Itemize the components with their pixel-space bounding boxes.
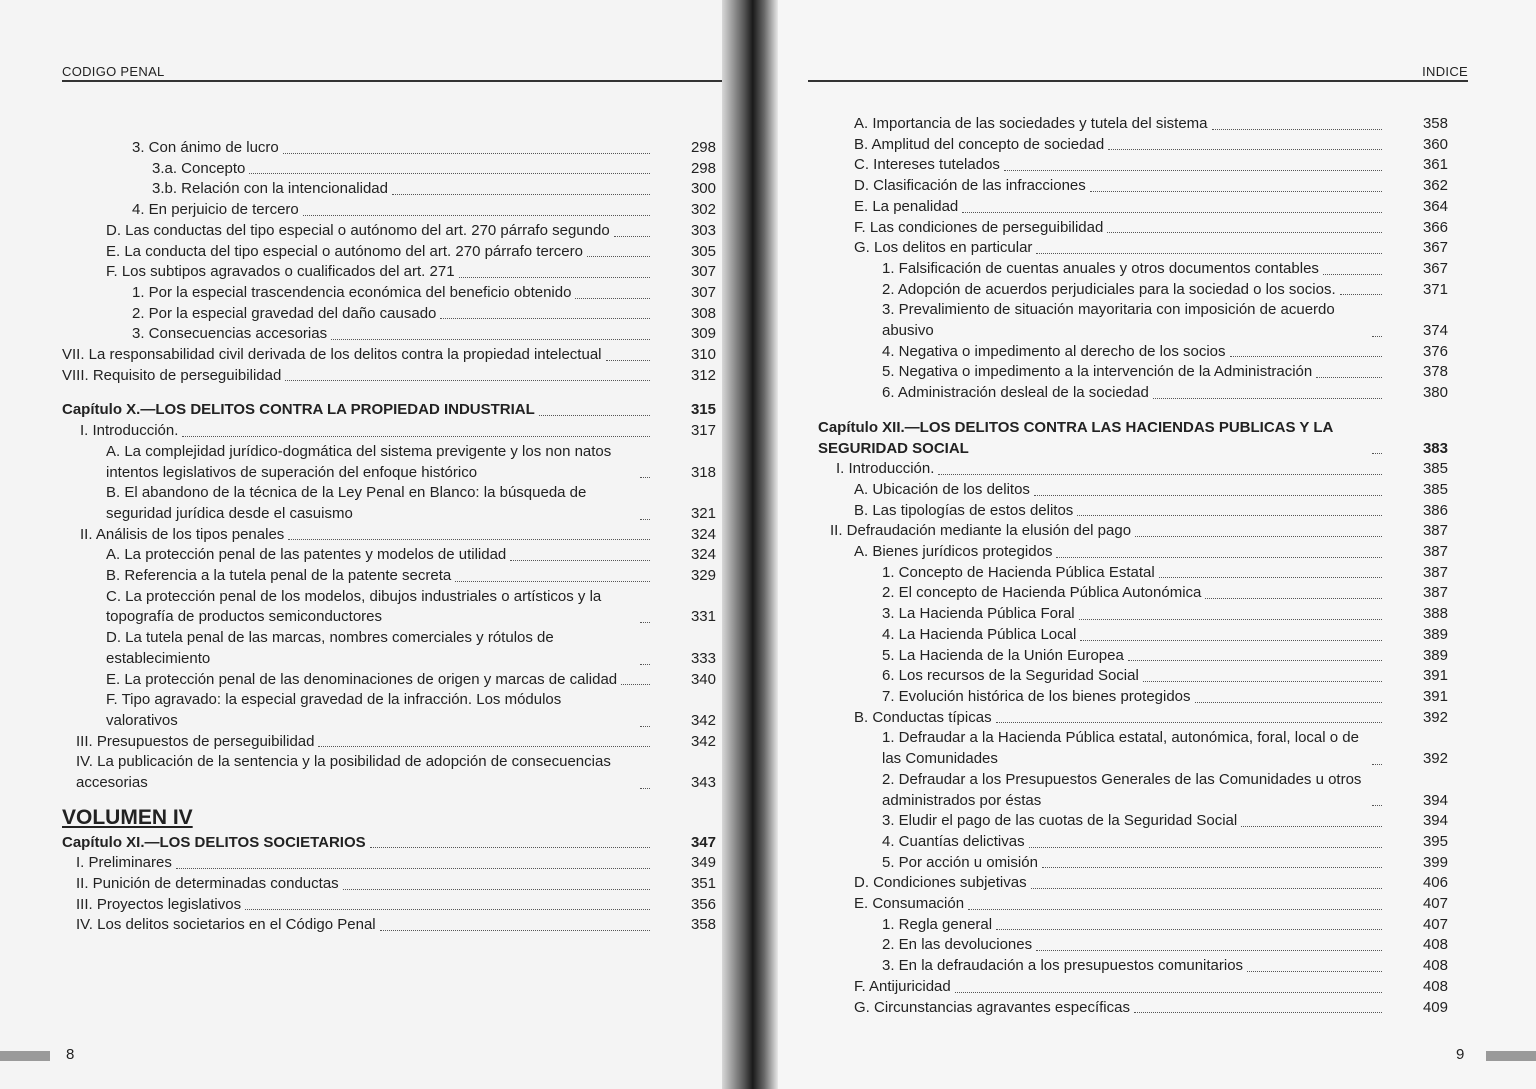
toc-entry: [62, 545, 716, 566]
toc-page-number: 387: [1422, 543, 1448, 561]
toc-entry-title: F. Las condiciones de perseguibilidad: [854, 218, 1104, 236]
toc-entry: [62, 304, 716, 325]
toc-page-number: 340: [690, 670, 716, 688]
page-number-left: 8: [66, 1046, 75, 1063]
dot-leader: [1090, 191, 1382, 192]
toc-entry: [770, 563, 1448, 584]
toc-entry-title: I. Preliminares: [76, 854, 172, 872]
toc-entry: [770, 259, 1448, 280]
toc-page-number: 358: [1422, 115, 1448, 132]
toc-entry: [62, 442, 716, 483]
toc-entry-title: 4. Negativa o impedimento al derecho de los socios: [882, 342, 1226, 360]
toc-entry: [62, 483, 716, 524]
toc-page-number: 302: [690, 201, 716, 219]
toc-entry: [770, 238, 1448, 259]
dot-leader: [510, 560, 650, 561]
toc-page-number: 367: [1422, 259, 1448, 277]
dot-leader: [1036, 950, 1382, 951]
toc-page-number: 342: [690, 732, 716, 750]
toc-entry-title: A. Ubicación de los delitos: [854, 480, 1030, 498]
dot-leader: [1080, 640, 1382, 641]
toc-entry-title: 1. Falsificación de cuentas anuales y otros documentos contables: [882, 259, 1319, 277]
dot-leader: [1323, 274, 1382, 275]
dot-leader: [640, 726, 650, 727]
toc-entry-title: I. Introducción.: [80, 422, 179, 440]
toc-page-number: 347: [690, 833, 716, 851]
toc-entry: [770, 176, 1448, 197]
dot-leader: [640, 788, 650, 789]
toc-page-number: 317: [690, 422, 716, 440]
toc-page-number: 394: [1422, 791, 1448, 809]
toc-entry: [62, 587, 716, 628]
dot-leader: [621, 684, 650, 685]
toc-entry: [770, 280, 1448, 301]
book-gutter: [722, 0, 778, 1089]
toc-entry: [770, 728, 1448, 769]
toc-entry-title: 3. Con ánimo de lucro: [132, 139, 279, 156]
header-rule-right: [808, 80, 1468, 82]
dot-leader: [1372, 764, 1382, 765]
toc-entry: [62, 853, 716, 874]
dot-leader: [1108, 149, 1382, 150]
toc-entry: [770, 646, 1448, 667]
toc-entry-title: 3.a. Concepto: [152, 159, 246, 177]
toc-entry-title: Capítulo XII.—LOS DELITOS CONTRA LAS HACIENDAS PUBLICAS Y LA SEGURIDAD SOCIAL: [818, 418, 1333, 457]
dot-leader: [1079, 619, 1382, 620]
dot-leader: [1316, 377, 1382, 378]
toc-entry: [62, 262, 716, 283]
toc-page-number: 321: [690, 504, 716, 522]
dot-leader: [1034, 495, 1382, 496]
toc-entry: [62, 159, 716, 180]
toc-page-number: 360: [1422, 135, 1448, 153]
toc-entry: [770, 956, 1448, 977]
toc-page-number: 392: [1422, 750, 1448, 768]
toc-page-number: 298: [690, 159, 716, 177]
toc-entry: [770, 362, 1448, 383]
page-edge-bar-left: [0, 1051, 50, 1061]
toc-entry: [770, 135, 1448, 156]
toc-page-number: 318: [690, 463, 716, 481]
toc-entry-title: A. Bienes jurídicos protegidos: [854, 543, 1053, 561]
toc-page-number: 391: [1422, 667, 1448, 685]
toc-page-number: 315: [690, 401, 716, 419]
toc-entry: [770, 342, 1448, 363]
toc-page-number: 362: [1422, 177, 1448, 195]
dot-leader: [1107, 232, 1382, 233]
toc-page-number: 376: [1422, 342, 1448, 360]
toc-page-number: 324: [690, 525, 716, 543]
toc-page-number: 389: [1422, 625, 1448, 643]
toc-entry: [770, 998, 1448, 1019]
toc-entry-title: A. La protección penal de las patentes y modelos de utilidad: [106, 546, 507, 564]
toc-entry: [770, 583, 1448, 604]
toc-entry-title: III. Proyectos legislativos: [76, 895, 242, 913]
dot-leader: [1056, 557, 1382, 558]
toc-entry: [62, 200, 716, 221]
toc-entry: [62, 670, 716, 691]
toc-entry: [62, 421, 716, 442]
toc-entry-title: IV. La publicación de la sentencia y la posibilidad de adopción de consecuencias accesorias: [76, 753, 611, 792]
toc-entry-title: 5. Negativa o impedimento a la intervención de la Administración: [882, 363, 1313, 381]
toc-entry-title: 6. Los recursos de la Seguridad Social: [882, 667, 1139, 685]
toc-entry-title: 3. En la defraudación a los presupuestos comunitarios: [882, 957, 1244, 975]
toc-page-number: 392: [1422, 708, 1448, 726]
dot-leader: [575, 298, 650, 299]
toc-entry-title: B. El abandono de la técnica de la Ley Penal en Blanco: la búsqueda de seguridad jurídica desde el casuismo: [106, 484, 587, 522]
dot-leader: [1372, 453, 1382, 454]
dot-leader: [1036, 253, 1382, 254]
toc-page-number: 374: [1422, 322, 1448, 340]
dot-leader: [938, 474, 1382, 475]
toc-entry-title: 3. Prevalimiento de situación mayoritaria con imposición de acuerdo abusivo: [882, 301, 1335, 340]
page-edge-bar-right: [1486, 1051, 1536, 1061]
toc-entry-title: 2. En las devoluciones: [882, 936, 1033, 954]
toc-entry-title: Capítulo XI.—LOS DELITOS SOCIETARIOS: [62, 833, 366, 851]
toc-entry-title: IV. Los delitos societarios en el Código Penal: [76, 916, 376, 934]
toc-entry-title: 3. Consecuencias accesorias: [132, 325, 328, 343]
dot-leader: [370, 847, 650, 848]
toc-entry-title: 3.b. Relación con la intencionalidad: [152, 180, 388, 198]
toc-entry-title: 1. Regla general: [882, 915, 993, 933]
toc-page-number: 298: [690, 139, 716, 156]
toc-entry: [62, 566, 716, 587]
page-number-right: 9: [1456, 1046, 1465, 1063]
dot-leader: [1230, 356, 1382, 357]
toc-entry-title: F. Los subtipos agravados o cualificados del art. 271: [106, 263, 455, 281]
toc-entry-title: C. Intereses tutelados: [854, 156, 1000, 174]
toc-entry: [62, 242, 716, 263]
dot-leader: [331, 339, 650, 340]
toc-entry: [770, 521, 1448, 542]
toc-entry-title: 2. El concepto de Hacienda Pública Autonómica: [882, 584, 1202, 602]
toc-entry-title: D. La tutela penal de las marcas, nombres comerciales y rótulos de establecimiento: [106, 629, 554, 667]
dot-leader: [1372, 336, 1382, 337]
toc-entry: [770, 811, 1448, 832]
toc-entry: [62, 366, 716, 387]
toc-entry-title: 3. La Hacienda Pública Foral: [882, 605, 1075, 623]
toc-entry-title: 5. Por acción u omisión: [882, 853, 1038, 871]
volume-heading: VOLUMEN IV: [62, 805, 193, 829]
toc-entry: [770, 708, 1448, 729]
right-page: [760, 0, 1536, 1089]
dot-leader: [1077, 515, 1382, 516]
toc-entry: [62, 628, 716, 669]
toc-page-number: 389: [1422, 646, 1448, 664]
toc-page-number: 329: [690, 567, 716, 585]
toc-entry-title: VIII. Requisito de perseguibilidad: [62, 366, 282, 384]
toc-page-number: 308: [690, 304, 716, 322]
dot-leader: [459, 277, 650, 278]
toc-entry: [62, 752, 716, 793]
toc-entry-title: D. Clasificación de las infracciones: [854, 177, 1086, 195]
toc-entry: [770, 383, 1448, 404]
toc-entry-title: I. Introducción.: [836, 460, 935, 478]
toc-page-number: 380: [1422, 384, 1448, 402]
toc-page-number: 342: [690, 711, 716, 729]
toc-page-number: 343: [690, 774, 716, 792]
dot-leader: [245, 909, 650, 910]
dot-leader: [996, 722, 1382, 723]
toc-entry-title: F. Tipo agravado: la especial gravedad de la infracción. Los módulos valorativos: [106, 691, 562, 729]
dot-leader: [640, 622, 650, 623]
toc-entry: [770, 666, 1448, 687]
dot-leader: [455, 581, 650, 582]
toc-entry: [62, 283, 716, 304]
dot-leader: [955, 992, 1382, 993]
toc-entry: [62, 525, 716, 546]
toc-entry-title: 2. Defraudar a los Presupuestos Generales de las Comunidades u otros administrados por éstas: [882, 770, 1362, 809]
toc-page-number: 386: [1422, 501, 1448, 519]
toc-page-number: 408: [1422, 977, 1448, 995]
dot-leader: [303, 215, 650, 216]
toc-entry: [62, 915, 716, 936]
toc-entry-title: II. Defraudación mediante la elusión del pago: [830, 522, 1132, 540]
toc-entry-title: 4. En perjuicio de tercero: [132, 201, 299, 219]
toc-entry: [770, 218, 1448, 239]
toc-entry-title: 4. La Hacienda Pública Local: [882, 625, 1077, 643]
dot-leader: [318, 746, 650, 747]
dot-leader: [1247, 971, 1382, 972]
toc-page-number: 351: [690, 874, 716, 892]
toc-page-number: 358: [690, 916, 716, 934]
toc-page-number: 399: [1422, 853, 1448, 871]
toc-entry: [770, 501, 1448, 522]
toc-entry-title: 1. Por la especial trascendencia económica del beneficio obtenido: [132, 283, 572, 301]
toc-page-number: 391: [1422, 687, 1448, 705]
toc-entry-title: 2. Por la especial gravedad del daño causado: [132, 304, 437, 322]
dot-leader: [1134, 1012, 1382, 1013]
toc-entry: [770, 687, 1448, 708]
toc-spacer: [62, 386, 716, 400]
toc-entry-title: G. Circunstancias agravantes específicas: [854, 998, 1130, 1016]
toc-page-number: 371: [1422, 280, 1448, 298]
toc-page-number: 366: [1422, 218, 1448, 236]
dot-leader: [640, 477, 650, 478]
toc-entry-title: II. Análisis de los tipos penales: [80, 525, 285, 543]
toc-entry: [770, 197, 1448, 218]
toc-entry: [770, 604, 1448, 625]
toc-entry-title: III. Presupuestos de perseguibilidad: [76, 732, 315, 750]
toc-entry-title: E. Consumación: [854, 895, 965, 913]
toc-page-number: 310: [690, 346, 716, 364]
toc-page-number: 406: [1422, 874, 1448, 892]
toc-entry: [62, 874, 716, 895]
toc-entry: [62, 324, 716, 345]
toc-entry: [770, 114, 1448, 135]
toc-entry-title: 2. Adopción de acuerdos perjudiciales para la sociedad o los socios.: [882, 280, 1336, 298]
header-rule-left: [62, 80, 724, 82]
toc-entry-title: E. La protección penal de las denominaciones de origen y marcas de calidad: [106, 670, 618, 688]
toc-page-number: 349: [690, 854, 716, 872]
dot-leader: [1205, 598, 1382, 599]
toc-entry-title: 6. Administración desleal de la sociedad: [882, 384, 1149, 402]
toc-page-number: 385: [1422, 460, 1448, 478]
toc-page-number: 305: [690, 242, 716, 260]
toc-entry: [770, 935, 1448, 956]
toc-entry-title: B. Referencia a la tutela penal de la patente secreta: [106, 567, 452, 585]
running-header-right: INDICE: [1422, 64, 1468, 79]
dot-leader: [392, 194, 650, 195]
dot-leader: [343, 889, 650, 890]
dot-leader: [640, 519, 650, 520]
toc-entry-title: A. Importancia de las sociedades y tutela del sistema: [854, 115, 1208, 132]
toc-page-number: 307: [690, 283, 716, 301]
dot-leader: [539, 415, 650, 416]
dot-leader: [1340, 294, 1382, 295]
toc-entry: [770, 625, 1448, 646]
toc-entry: [770, 894, 1448, 915]
toc-entry: [62, 345, 716, 366]
toc-page-number: 312: [690, 366, 716, 384]
dot-leader: [1195, 702, 1382, 703]
dot-leader: [1372, 805, 1382, 806]
toc-entry-title: VII. La responsabilidad civil derivada de los delitos contra la propiedad intelectual: [62, 346, 602, 364]
toc-page-number: 324: [690, 546, 716, 564]
toc-entry-title: G. Los delitos en particular: [854, 239, 1033, 257]
toc-entry: [770, 542, 1448, 563]
toc-entry: [770, 300, 1448, 341]
left-page: [0, 0, 742, 1089]
dot-leader: [1004, 170, 1382, 171]
dot-leader: [587, 256, 650, 257]
toc-page-number: 364: [1422, 197, 1448, 215]
toc-entry: [770, 155, 1448, 176]
dot-leader: [606, 360, 651, 361]
toc-page-number: 383: [1422, 439, 1448, 457]
dot-leader: [283, 153, 650, 154]
dot-leader: [614, 236, 650, 237]
toc-page-number: 385: [1422, 480, 1448, 498]
toc-page-number: 367: [1422, 239, 1448, 257]
toc-entry: [770, 977, 1448, 998]
dot-leader: [1042, 867, 1382, 868]
dot-leader: [1143, 681, 1382, 682]
toc-page-number: 395: [1422, 832, 1448, 850]
toc-entry-title: 3. Eludir el pago de las cuotas de la Seguridad Social: [882, 812, 1238, 830]
dot-leader: [1135, 536, 1382, 537]
toc-page-number: 307: [690, 263, 716, 281]
toc-entry: [62, 221, 716, 242]
toc-page-number: 378: [1422, 363, 1448, 381]
toc-entry-title: 5. La Hacienda de la Unión Europea: [882, 646, 1124, 664]
dot-leader: [182, 436, 650, 437]
toc-entry-title: 1. Concepto de Hacienda Pública Estatal: [882, 563, 1155, 581]
toc-page-number: 408: [1422, 957, 1448, 975]
toc-page-number: 409: [1422, 998, 1448, 1016]
toc-page-number: 300: [690, 180, 716, 198]
toc-page-number: 331: [690, 608, 716, 626]
toc-page-number: 407: [1422, 895, 1448, 913]
toc-entry-title: B. Conductas típicas: [854, 708, 992, 726]
toc-page-number: 408: [1422, 936, 1448, 954]
toc-entry: [770, 853, 1448, 874]
dot-leader: [1212, 129, 1382, 130]
toc-entry: [770, 832, 1448, 853]
toc-page-number: 387: [1422, 584, 1448, 602]
dot-leader: [1029, 847, 1382, 848]
toc-entry: [62, 690, 716, 731]
toc-page-number: 387: [1422, 563, 1448, 581]
toc-page-number: 309: [690, 325, 716, 343]
toc-entry-title: Capítulo X.—LOS DELITOS CONTRA LA PROPIEDAD INDUSTRIAL: [62, 401, 535, 419]
dot-leader: [968, 909, 1382, 910]
toc-page-number: 394: [1422, 812, 1448, 830]
dot-leader: [440, 318, 650, 319]
toc-entry: [62, 895, 716, 916]
dot-leader: [380, 930, 650, 931]
toc-entry-title: B. Amplitud del concepto de sociedad: [854, 135, 1105, 153]
toc-entry-title: A. La complejidad jurídico-dogmática del sistema previgente y los non natos intentos legislativos de superación del enfoque histórico: [106, 442, 612, 481]
dot-leader: [1159, 577, 1382, 578]
dot-leader: [288, 539, 650, 540]
running-header-left: CODIGO PENAL: [62, 64, 165, 79]
dot-leader: [996, 929, 1382, 930]
toc-chapter-entry: [62, 833, 716, 854]
dot-leader: [640, 664, 650, 665]
toc-page-number: 356: [690, 895, 716, 913]
toc-entry: [62, 179, 716, 200]
toc-entry: [62, 138, 716, 159]
toc-spacer: [770, 404, 1448, 418]
toc-entry: [770, 873, 1448, 894]
toc-entry-title: E. La conducta del tipo especial o autónomo del art. 270 párrafo tercero: [106, 242, 583, 260]
toc-entry: [62, 732, 716, 753]
toc-entry-title: B. Las tipologías de estos delitos: [854, 501, 1074, 519]
toc-left: [62, 138, 716, 936]
toc-entry: [770, 480, 1448, 501]
toc-right: [770, 114, 1448, 1018]
toc-entry-title: F. Antijuricidad: [854, 977, 951, 995]
toc-page-number: 333: [690, 649, 716, 667]
dot-leader: [285, 380, 650, 381]
toc-entry-title: II. Punición de determinadas conductas: [76, 874, 339, 892]
toc-page-number: 388: [1422, 605, 1448, 623]
toc-entry: [770, 459, 1448, 480]
toc-entry-title: 1. Defraudar a la Hacienda Pública estatal, autonómica, foral, local o de las Comunidades: [882, 729, 1359, 768]
toc-chapter-entry: [770, 418, 1448, 459]
dot-leader: [1031, 888, 1382, 889]
toc-page-number: 407: [1422, 915, 1448, 933]
toc-page-number: 387: [1422, 522, 1448, 540]
toc-page-number: 361: [1422, 156, 1448, 174]
toc-entry-title: 4. Cuantías delictivas: [882, 832, 1025, 850]
toc-page-number: 303: [690, 221, 716, 239]
toc-entry-title: 7. Evolución histórica de los bienes protegidos: [882, 687, 1191, 705]
toc-entry-title: E. La penalidad: [854, 197, 959, 215]
dot-leader: [249, 173, 650, 174]
toc-entry-title: C. La protección penal de los modelos, dibujos industriales o artísticos y la topografía de productos semiconductores: [106, 587, 602, 626]
dot-leader: [1128, 660, 1382, 661]
toc-entry: [770, 915, 1448, 936]
dot-leader: [1153, 398, 1382, 399]
dot-leader: [176, 868, 650, 869]
toc-entry-title: D. Las conductas del tipo especial o autónomo del art. 270 párrafo segundo: [106, 221, 610, 239]
toc-chapter-entry: [62, 400, 716, 421]
toc-entry-title: D. Condiciones subjetivas: [854, 874, 1027, 892]
dot-leader: [1241, 826, 1382, 827]
dot-leader: [962, 212, 1382, 213]
toc-entry: [770, 770, 1448, 811]
